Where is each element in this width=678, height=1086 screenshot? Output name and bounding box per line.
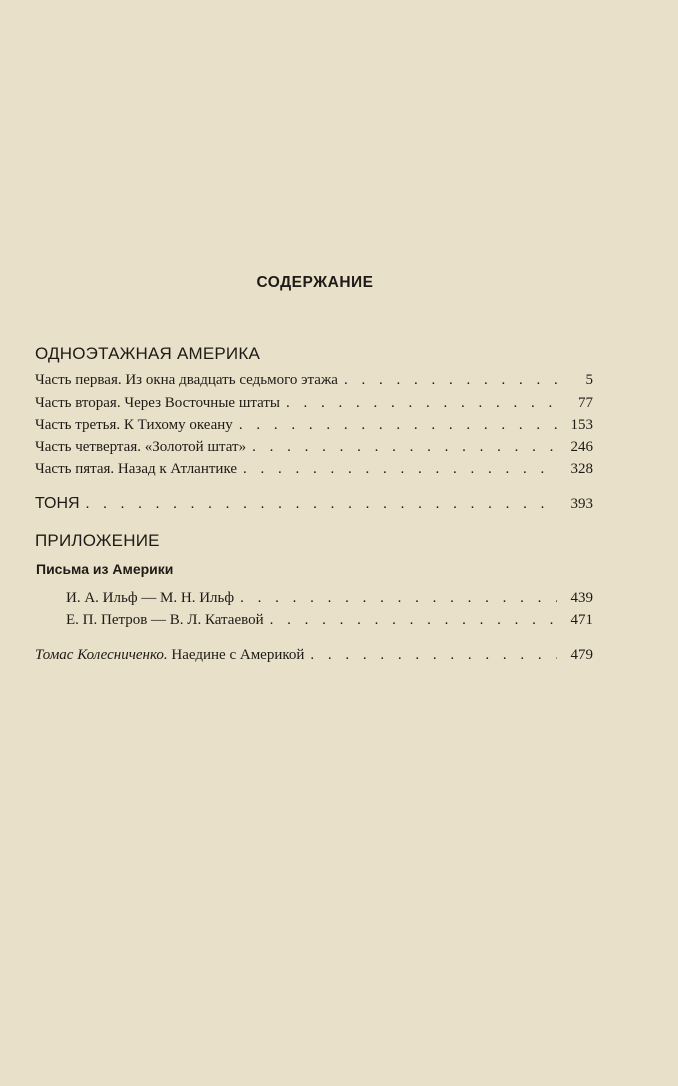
leader-dots — [243, 461, 557, 478]
toc-entry[interactable] — [35, 439, 593, 461]
toc-entry-letter[interactable] — [66, 590, 593, 612]
leader-dots — [239, 417, 557, 434]
toc-entry[interactable] — [35, 372, 593, 394]
toc-entry-label: Часть третья. К Тихому океану — [35, 417, 233, 433]
toc-entry-page: 439 — [570, 590, 593, 606]
section-heading-appendix: ПРИЛОЖЕНИЕ — [35, 531, 160, 550]
toc-entry-label: Е. П. Петров — В. Л. Катаевой — [66, 612, 264, 628]
afterword-author: Томас Колесниченко. — [35, 647, 168, 663]
leader-dots — [270, 612, 557, 629]
toc-entry-label: Часть четвертая. «Золотой штат» — [35, 439, 247, 455]
toc-entry-page: 479 — [570, 647, 593, 663]
toc-entry[interactable] — [35, 417, 593, 439]
toc-entry-afterword[interactable] — [35, 647, 593, 669]
toc-entry-page: 328 — [570, 461, 593, 477]
toc-entry-label: Часть пятая. Назад к Атлантике — [35, 461, 238, 477]
toc-entry-page: 471 — [570, 612, 593, 628]
page-title: СОДЕРЖАНИЕ — [256, 274, 374, 291]
leader-dots — [310, 647, 557, 664]
toc-entry-label — [35, 647, 304, 664]
toc-entry-page: 393 — [570, 496, 593, 512]
subheading-letters: Письма из Америки — [36, 561, 174, 577]
section-heading-one-storey-america: ОДНОЭТАЖНАЯ АМЕРИКА — [35, 344, 260, 363]
leader-dots — [86, 496, 557, 513]
leader-dots — [252, 439, 557, 456]
leader-dots — [286, 395, 557, 412]
afterword-title: Наедине с Америкой — [171, 647, 305, 663]
toc-entry-label: Часть первая. Из окна двадцать седьмого этажа — [35, 372, 338, 388]
leader-dots — [240, 590, 557, 607]
toc-entry-tonya[interactable] — [35, 495, 593, 517]
toc-entry-label: ТОНЯ — [35, 495, 80, 512]
toc-entry-letter[interactable] — [66, 612, 593, 634]
toc-entry-page: 153 — [570, 417, 593, 433]
leader-dots — [344, 372, 557, 389]
toc-entry-page: 246 — [570, 439, 593, 455]
toc-entry-label: Часть вторая. Через Восточные штаты — [35, 395, 281, 411]
toc-entry-page: 77 — [578, 395, 593, 411]
toc-entry[interactable] — [35, 461, 593, 483]
toc-entry-page: 5 — [585, 372, 593, 388]
toc-entry[interactable] — [35, 395, 593, 417]
toc-entry-label: И. А. Ильф — М. Н. Ильф — [66, 590, 235, 606]
